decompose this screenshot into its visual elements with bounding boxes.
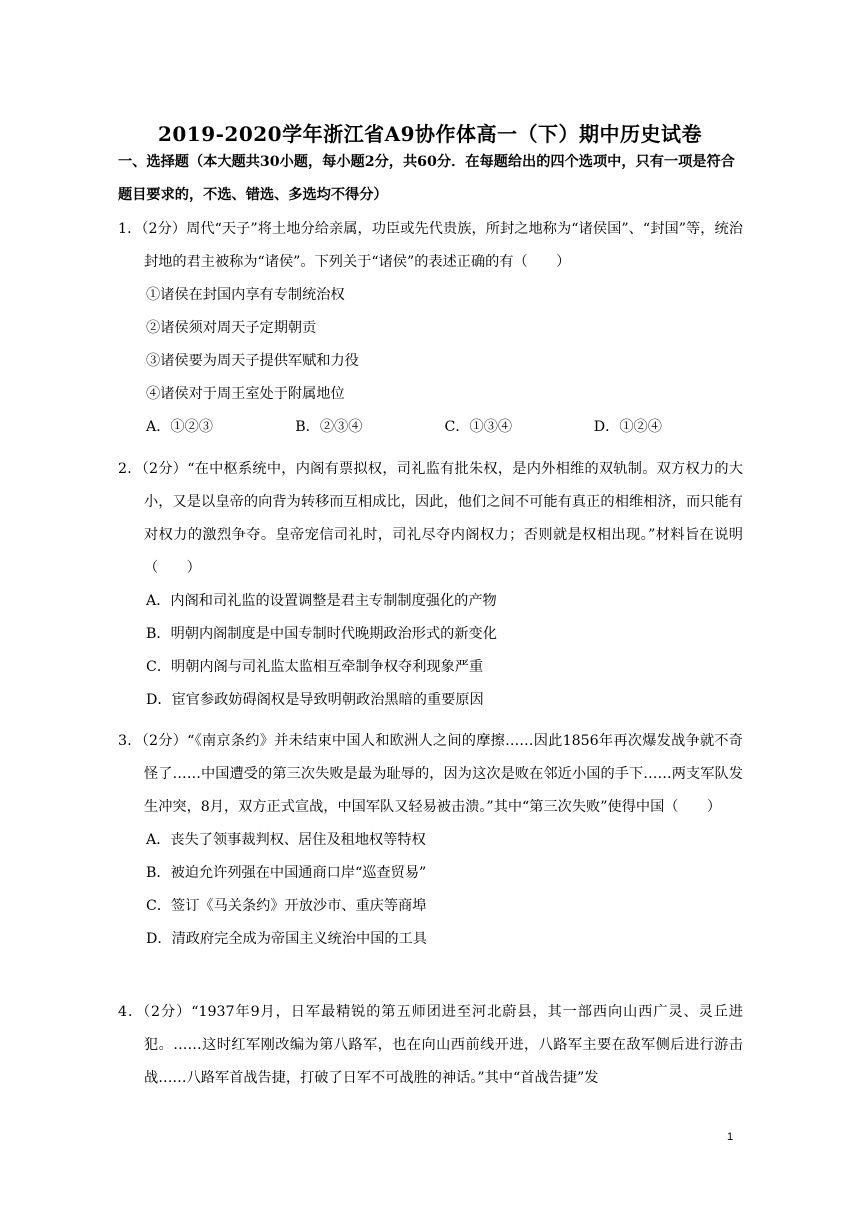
question-4: [118, 996, 743, 1095]
exam-title: 2019-2020学年浙江省A9协作体高一（下）期中历史试卷: [157, 122, 703, 146]
option-a: A．内阁和司礼监的设置调整是君主专制制度强化的产物: [146, 593, 497, 609]
section-heading: 一、选择题（本大题共30小题，每小题2分，共60分．在每题给出的四个选项中，只有一项是符合题目要求的，不选、错选、多选均不得分）: [118, 154, 735, 203]
question-1-stem: 1．（2分）周代“天子”将土地分给亲属，功臣或先代贵族，所封之地称为“诸侯国”、“封国”等，统治封地的君主被称为“诸侯”。下列关于“诸侯”的表述正确的有（ ）: [118, 221, 743, 270]
option-b: B．明朝内阁制度是中国专制时代晚期政治形式的新变化: [146, 626, 497, 642]
question-1-item-1: ①诸侯在封国内享有专制统治权: [146, 287, 345, 303]
question-3-stem: 3．（2分）“《南京条约》并未结束中国人和欧洲人之间的摩擦……因此1856年再次爆发战争就不奇怪了……中国遭受的第三次失败是最为耻辱的，因为这次是败在邻近小国的手下……两支军队发生冲突，8月，双方正式宣战，中国军队又轻易被击溃。”其中“第三次失败”使得中国（ ）: [118, 733, 743, 815]
option-b: B．②③④: [295, 419, 363, 435]
question-1: [118, 213, 743, 444]
option-c: C．①③④: [444, 419, 513, 435]
question-4-stem: 4．（2分）“1937年9月，日军最精锐的第五师团进至河北蔚县，其一部西向山西广灵、灵丘进犯。……这时红军刚改编为第八路军，也在向山西前线开进，八路军主要在敌军侧后进行游击战……八路军首战告捷，打破了日军不可战胜的神话。”其中“首战告捷”发: [118, 1004, 743, 1086]
question-1-item-2: ②诸侯须对周天子定期朝贡: [146, 320, 317, 336]
option-b: B．被迫允许列强在中国通商口岸“巡查贸易”: [146, 865, 427, 881]
question-1-options: [118, 411, 743, 444]
option-a: A．①②③: [146, 419, 213, 435]
option-c: C．签订《马关条约》开放沙市、重庆等商埠: [146, 898, 427, 914]
question-2-stem: 2．（2分）“在中枢系统中，内阁有票拟权，司礼监有批朱权，是内外相维的双轨制。双方权力的大小，又是以皇帝的向背为转移而互相成比，因此，他们之间不可能有真正的相维相济，而只能有对权力的激烈争夺。皇帝宠信司礼时，司礼尽夺内阁权力；否则就是权相出现。”材料旨在说明（ ）: [118, 461, 743, 576]
option-d: D．宦官参政妨碍阁权是导致明朝政治黑暗的重要原因: [146, 692, 484, 708]
question-1-item-3: ③诸侯要为周天子提供军赋和力役: [146, 353, 359, 369]
page-number: 1: [727, 1131, 734, 1143]
option-d: D．清政府完全成为帝国主义统治中国的工具: [146, 931, 427, 947]
question-3: [118, 725, 743, 956]
option-a: A．丧失了领事裁判权、居住及租地权等特权: [146, 832, 426, 848]
question-2: [118, 453, 743, 717]
option-c: C．明朝内阁与司礼监太监相互牵制争权夺利现象严重: [146, 659, 484, 675]
option-d: D．①②④: [593, 419, 662, 435]
question-1-item-4: ④诸侯对于周王室处于附属地位: [146, 386, 345, 402]
